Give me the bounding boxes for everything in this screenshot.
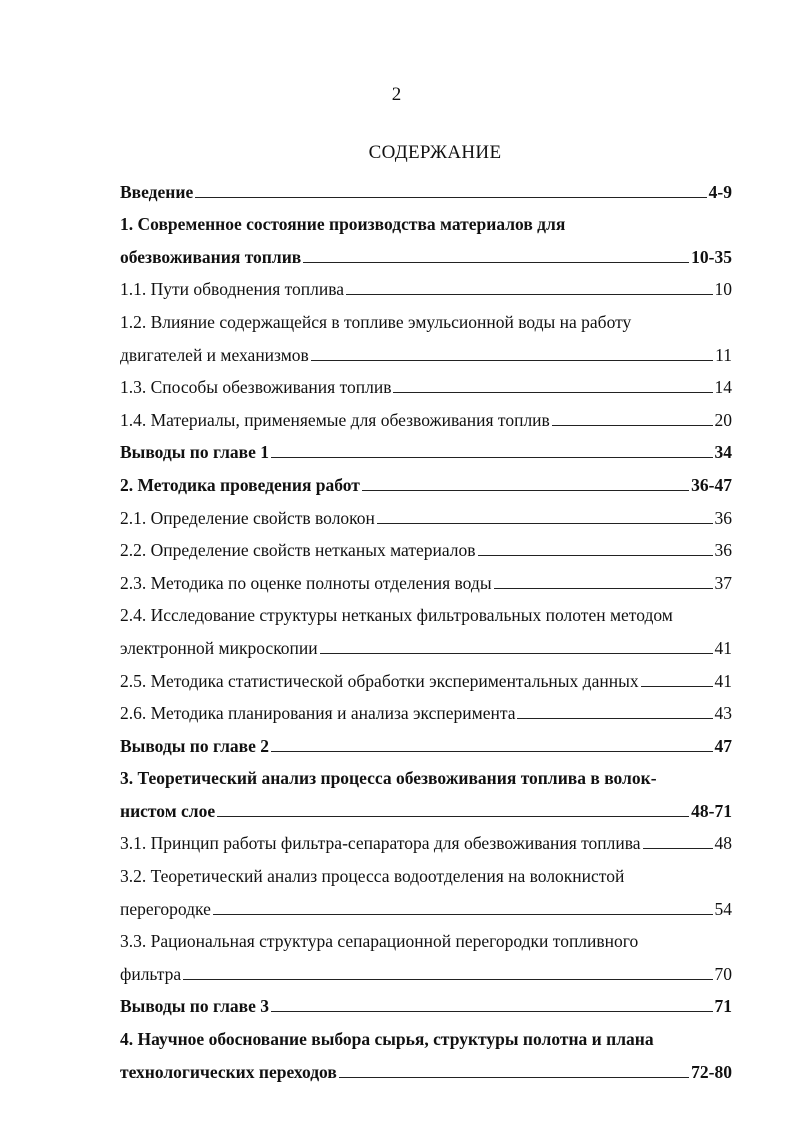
toc-entry — [120, 529, 732, 562]
toc-entry — [120, 431, 732, 464]
toc-entry-text: 1. Современное состояние производства материалов для — [120, 214, 566, 235]
toc-entry-page: 41 — [714, 637, 732, 658]
toc-entry — [120, 1050, 732, 1083]
toc-entry-text: 2.3. Методика по оценке полноты отделения воды — [120, 572, 492, 593]
toc-entry — [120, 235, 732, 268]
toc-leader-line — [478, 555, 713, 556]
toc-entry-text: 1.3. Способы обезвоживания топлив — [120, 377, 392, 398]
toc-entry — [120, 692, 732, 725]
toc-entry — [120, 789, 732, 822]
toc-leader-line — [217, 816, 689, 817]
toc-entry-page: 20 — [714, 409, 732, 430]
toc-entry — [120, 300, 732, 333]
toc-entry — [120, 626, 732, 659]
toc-entry — [120, 268, 732, 301]
toc-entry — [120, 952, 732, 985]
toc-leader-line — [271, 457, 713, 458]
toc-entry — [120, 920, 732, 953]
toc-entry — [120, 496, 732, 529]
toc-leader-line — [494, 588, 713, 589]
toc-entry-page: 4-9 — [708, 181, 732, 202]
toc-entry-text: 2.6. Методика планирования и анализа эксперимента — [120, 703, 516, 724]
toc-entry-text: 2. Методика проведения работ — [120, 474, 360, 495]
toc-entry-page: 36 — [714, 507, 732, 528]
toc-entry — [120, 822, 732, 855]
toc-leader-line — [311, 360, 713, 361]
toc-entry-text: обезвоживания топлив — [120, 246, 302, 267]
toc-entry — [120, 1017, 732, 1050]
toc-entry — [120, 333, 732, 366]
toc-leader-line — [517, 718, 712, 719]
toc-entry — [120, 659, 732, 692]
toc-leader-line — [377, 523, 713, 524]
toc-leader-line — [362, 490, 689, 491]
toc-entry-text: Выводы по главе 2 — [120, 735, 269, 756]
toc-entry-text: двигателей и механизмов — [120, 344, 309, 365]
toc-entry-text: технологических переходов — [120, 1061, 337, 1082]
toc-entry — [120, 724, 732, 757]
toc-entry-text: Выводы по главе 3 — [120, 996, 269, 1017]
toc-entry — [120, 366, 732, 399]
toc-entry-page: 48 — [714, 833, 732, 854]
toc-leader-line — [641, 686, 713, 687]
toc-entry-text: 4. Научное обоснование выбора сырья, структуры полотна и плана — [120, 1029, 654, 1050]
toc-entry-page: 54 — [714, 898, 732, 919]
toc-entry-text: 3.2. Теоретический анализ процесса водоотделения на волокнистой — [120, 866, 625, 887]
toc-entry-text: 3. Теоретический анализ процесса обезвоживания топлива в волок- — [120, 768, 657, 789]
toc-entry-page: 37 — [714, 572, 732, 593]
toc-entry-text: 3.3. Рациональная структура сепарационной перегородки топливного — [120, 931, 639, 952]
toc-entry-text: 1.2. Влияние содержащейся в топливе эмульсионной воды на работу — [120, 311, 632, 332]
toc-entry-page: 43 — [714, 703, 732, 724]
toc-entry-text: 2.5. Методика статистической обработки экспериментальных данных — [120, 670, 639, 691]
toc-leader-line — [339, 1077, 689, 1078]
toc-leader-line — [393, 392, 712, 393]
toc-entry — [120, 757, 732, 790]
toc-leader-line — [195, 197, 706, 198]
toc-entry-page: 36 — [714, 540, 732, 561]
toc-entry-text: Введение — [120, 181, 194, 202]
toc-entry-page: 71 — [714, 996, 732, 1017]
toc-leader-line — [213, 914, 713, 915]
toc-entry — [120, 887, 732, 920]
toc-entry-page: 14 — [714, 377, 732, 398]
toc-leader-line — [303, 262, 689, 263]
table-of-contents — [120, 170, 732, 1083]
toc-entry — [120, 561, 732, 594]
toc-entry-page: 48-71 — [691, 800, 732, 821]
toc-entry-page: 36-47 — [691, 474, 732, 495]
toc-leader-line — [552, 425, 713, 426]
toc-entry-page: 47 — [714, 735, 732, 756]
toc-entry — [120, 398, 732, 431]
toc-entry-text: 1.4. Материалы, применяемые для обезвоживания топлив — [120, 409, 550, 430]
toc-entry-text: нистом слое — [120, 800, 216, 821]
toc-entry-text: 3.1. Принцип работы фильтра-сепаратора для обезвоживания топлива — [120, 833, 641, 854]
toc-title: СОДЕРЖАНИЕ — [368, 142, 502, 163]
toc-entry-page: 10 — [714, 279, 732, 300]
toc-leader-line — [643, 848, 713, 849]
toc-entry-text: 2.4. Исследование структуры нетканых фильтровальных полотен методом — [120, 605, 673, 626]
toc-entry — [120, 463, 732, 496]
toc-entry-page: 72-80 — [691, 1061, 732, 1082]
toc-leader-line — [271, 1011, 713, 1012]
toc-leader-line — [183, 979, 712, 980]
toc-entry-page: 34 — [714, 442, 732, 463]
toc-entry-page: 41 — [714, 670, 732, 691]
toc-entry — [120, 854, 732, 887]
toc-entry-page: 11 — [715, 344, 732, 365]
toc-leader-line — [271, 751, 713, 752]
toc-entry — [120, 985, 732, 1018]
toc-entry-page: 10-35 — [691, 246, 732, 267]
toc-entry-text: перегородке — [120, 898, 211, 919]
toc-entry — [120, 203, 732, 236]
toc-entry-text: Выводы по главе 1 — [120, 442, 269, 463]
toc-entry-text: 2.2. Определение свойств нетканых материалов — [120, 540, 476, 561]
toc-entry-text: электронной микроскопии — [120, 637, 318, 658]
toc-entry — [120, 170, 732, 203]
toc-leader-line — [320, 653, 713, 654]
toc-entry — [120, 594, 732, 627]
toc-entry-text: 1.1. Пути обводнения топлива — [120, 279, 345, 300]
toc-leader-line — [346, 294, 712, 295]
page-number: 2 — [391, 84, 402, 105]
toc-entry-text: фильтра — [120, 963, 182, 984]
toc-entry-text: 2.1. Определение свойств волокон — [120, 507, 375, 528]
toc-entry-page: 70 — [714, 963, 732, 984]
